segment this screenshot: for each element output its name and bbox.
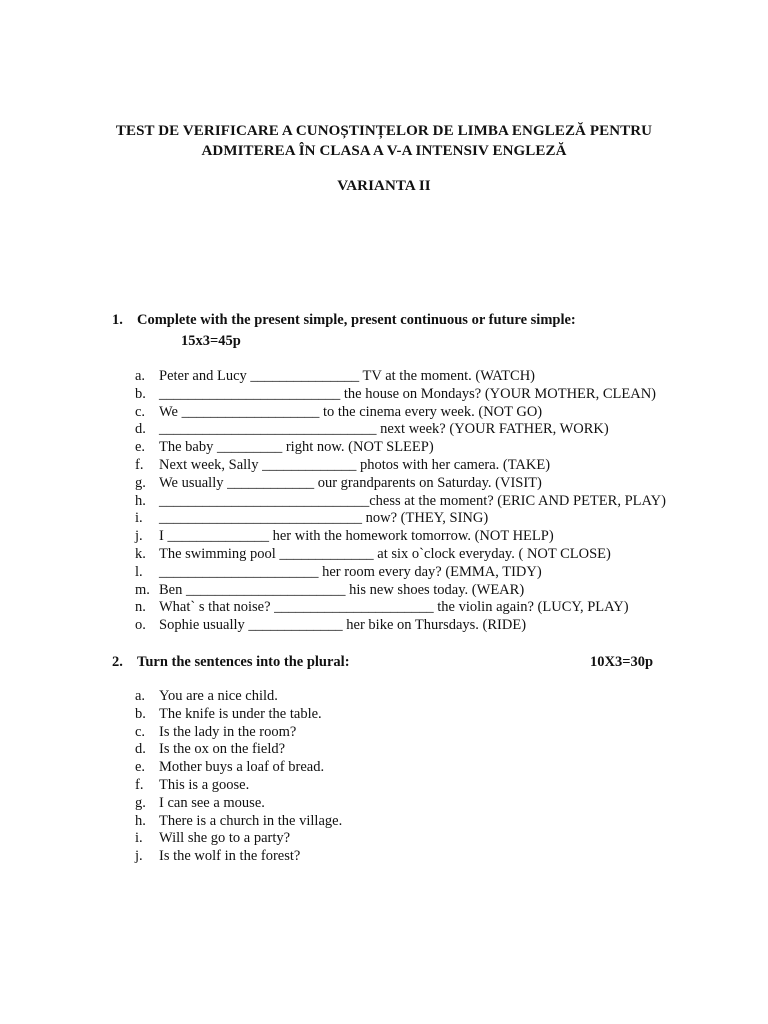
section-1-title: Complete with the present simple, present continuous or future simple: bbox=[137, 312, 576, 328]
item-letter: e. bbox=[135, 759, 146, 776]
item-letter: e. bbox=[135, 439, 146, 456]
item-text: ______________________ her room every day? (EMMA, TIDY) bbox=[159, 563, 542, 580]
section-1-points: 15x3=45p bbox=[181, 333, 241, 349]
item-text: Will she go to a party? bbox=[159, 830, 291, 847]
item-letter: d. bbox=[135, 421, 146, 438]
item-text: You are a nice child. bbox=[159, 688, 278, 704]
item-letter: d. bbox=[135, 741, 146, 758]
variant-label: VARIANTA II bbox=[337, 178, 431, 194]
item-text: Is the wolf in the forest? bbox=[159, 848, 301, 865]
item-letter: i. bbox=[135, 830, 143, 847]
title-line-2: ADMITEREA ÎN CLASA A V-A INTENSIV ENGLEZĂ bbox=[201, 143, 567, 159]
item-letter: l. bbox=[135, 563, 143, 580]
item-letter: o. bbox=[135, 617, 146, 634]
item-letter: g. bbox=[135, 794, 146, 811]
section-2-number: 2. bbox=[112, 654, 123, 670]
item-letter: h. bbox=[135, 812, 146, 829]
section-2-title: Turn the sentences into the plural: bbox=[137, 654, 350, 670]
item-letter: a. bbox=[135, 368, 146, 384]
item-letter: n. bbox=[135, 599, 146, 616]
item-letter: a. bbox=[135, 688, 146, 704]
section-1-number: 1. bbox=[112, 312, 123, 328]
item-letter: j. bbox=[135, 848, 143, 865]
item-text: Sophie usually _____________ her bike on Thursdays. (RIDE) bbox=[159, 617, 527, 634]
item-letter: m. bbox=[135, 581, 150, 598]
item-text: Next week, Sally _____________ photos with her camera. (TAKE) bbox=[159, 457, 551, 473]
item-text: ______________________________ next week? (YOUR FATHER, WORK) bbox=[159, 421, 609, 438]
item-text: I can see a mouse. bbox=[159, 794, 265, 811]
item-letter: f. bbox=[135, 777, 144, 793]
item-text: Is the lady in the room? bbox=[159, 723, 297, 740]
item-letter: k. bbox=[135, 546, 146, 562]
item-text: The swimming pool _____________ at six o`clock everyday. ( NOT CLOSE) bbox=[159, 546, 611, 562]
item-text: _________________________ the house on Mondays? (YOUR MOTHER, CLEAN) bbox=[159, 385, 656, 402]
item-letter: b. bbox=[135, 705, 146, 722]
item-letter: j. bbox=[135, 528, 143, 545]
item-text: What` s that noise? ______________________ the violin again? (LUCY, PLAY) bbox=[159, 599, 629, 616]
item-text: The baby _________ right now. (NOT SLEEP) bbox=[159, 439, 434, 456]
item-letter: f. bbox=[135, 457, 144, 473]
title-line-1: TEST DE VERIFICARE A CUNOȘTINȚELOR DE LIMBA ENGLEZĂ PENTRU bbox=[115, 123, 653, 139]
item-text: There is a church in the village. bbox=[159, 812, 343, 829]
item-text: _____________________________chess at the moment? (ERIC AND PETER, PLAY) bbox=[159, 492, 666, 509]
item-letter: i. bbox=[135, 510, 143, 527]
item-text: We usually ____________ our grandparents on Saturday. (VISIT) bbox=[159, 474, 542, 491]
item-letter: c. bbox=[135, 403, 146, 420]
item-text: Ben ______________________ his new shoes today. (WEAR) bbox=[159, 581, 525, 598]
item-text: ____________________________ now? (THEY, SING) bbox=[159, 510, 489, 527]
item-text: I ______________ her with the homework tomorrow. (NOT HELP) bbox=[159, 528, 554, 545]
item-letter: c. bbox=[135, 723, 146, 740]
item-letter: b. bbox=[135, 385, 146, 402]
item-text: This is a goose. bbox=[159, 777, 250, 793]
item-text: Mother buys a loaf of bread. bbox=[159, 759, 325, 776]
item-text: The knife is under the table. bbox=[159, 705, 322, 722]
item-text: Peter and Lucy _______________ TV at the moment. (WATCH) bbox=[159, 368, 536, 384]
item-letter: h. bbox=[135, 492, 146, 509]
section-2-points: 10X3=30p bbox=[590, 654, 654, 670]
item-text: Is the ox on the field? bbox=[159, 741, 286, 758]
item-text: We ___________________ to the cinema every week. (NOT GO) bbox=[159, 403, 543, 420]
item-letter: g. bbox=[135, 474, 146, 491]
